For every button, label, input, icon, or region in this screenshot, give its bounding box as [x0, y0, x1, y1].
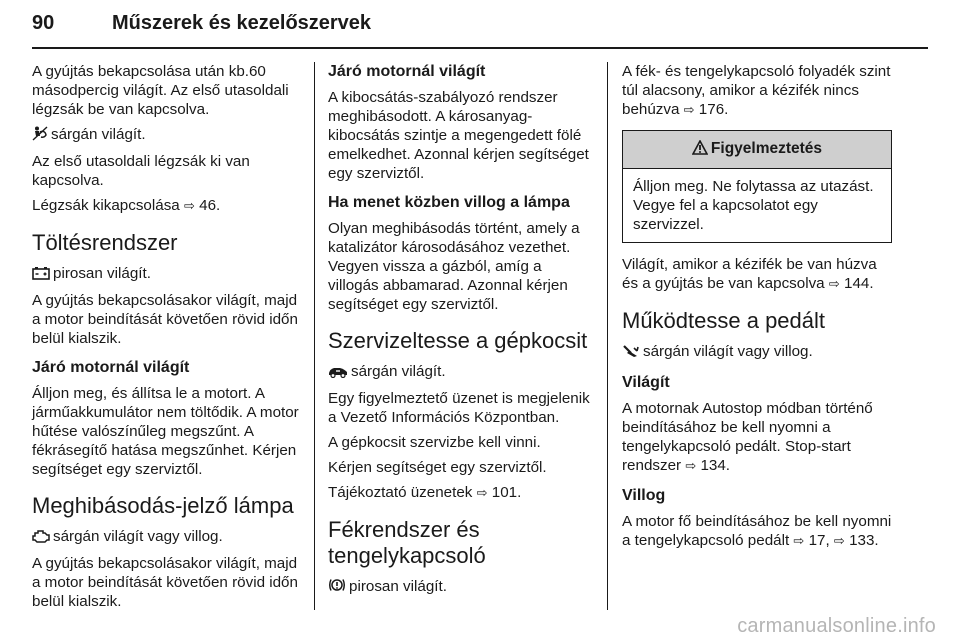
page-title: Műszerek és kezelőszervek — [112, 12, 372, 34]
page-reference-arrow: ⇨ — [828, 277, 840, 292]
service-vehicle-icon — [328, 364, 348, 383]
subsection-heading: Világít — [622, 374, 670, 391]
subsection-heading: Villog — [622, 487, 666, 504]
column-2 — [328, 62, 596, 604]
page-reference-arrow: ⇨ — [683, 103, 695, 118]
watermark: carmanualsonline.info — [737, 615, 936, 637]
paragraph: A motornak Autostop módban történő beindításához be kell nyomni a tengelykapcsoló pedált. Stop-start rendszer ⇨ 134. — [622, 400, 873, 474]
paragraph: Kérjen segítséget egy szerviztől. — [328, 459, 547, 476]
paragraph: A gépkocsit szervizbe kell vinni. — [328, 434, 541, 451]
paragraph: sárgán világít. — [328, 362, 596, 383]
warning-header — [623, 131, 891, 169]
page-header — [32, 6, 928, 46]
warning-title: Figyelmeztetés — [710, 140, 823, 157]
column-divider — [314, 62, 315, 610]
paragraph: Egy figyelmeztető üzenet is megjelenik a Vezető Információs Központban. — [328, 390, 590, 426]
page-reference[interactable]: 101. — [491, 484, 522, 501]
subsection-heading: Ha menet közben villog a lámpa — [328, 194, 570, 211]
warning-box — [622, 130, 892, 243]
paragraph: Az első utasoldali légzsák ki van kapcsolva. — [32, 153, 250, 189]
paragraph: A kibocsátás-szabályozó rendszer meghibásodott. A károsanyag-kibocsátás szintje a megengedett fölé emelkedhet. Azonnal kérjen segítséget egy szerviztől. — [328, 89, 589, 182]
page-reference-arrow: ⇨ — [685, 459, 697, 474]
page-reference-arrow: ⇨ — [476, 486, 488, 501]
page-reference[interactable]: 17, — [808, 532, 830, 549]
subsection-heading: Járó motornál világít — [328, 63, 486, 80]
page-reference[interactable]: 144. — [844, 275, 874, 292]
engine-check-icon — [32, 529, 50, 548]
paragraph: A gyújtás bekapcsolásakor világít, majd a motor beindítását követően rövid időn belül kialszik. — [32, 292, 298, 347]
header-divider — [32, 47, 928, 49]
paragraph: A fék- és tengelykapcsoló folyadék szint túl alacsony, amikor a kézifék nincs behúzva ⇨ 176. — [622, 63, 891, 118]
paragraph: A motor fő beindításához be kell nyomni a tengelykapcsoló pedált ⇨ 17, ⇨ 133. — [622, 513, 892, 549]
paragraph: A gyújtás bekapcsolásakor világít, majd a motor beindítását követően rövid időn belül kialszik. — [32, 555, 298, 610]
subsection-heading: Járó motornál világít — [32, 359, 190, 376]
airbag-off-icon — [32, 126, 48, 146]
paragraph: Álljon meg, és állítsa le a motort. A járműakkumulátor nem töltődik. A motor hűtése valószínűleg megszűnt. A fékrásegítő hatása megszűnhet. Kérjen segítséget egy szerviztől. — [32, 385, 299, 478]
paragraph: A gyújtás bekapcsolása után kb.60 másodpercig világít. Az első utasoldali légzsák be van kapcsolva. — [32, 63, 289, 118]
page-reference[interactable]: 46. — [199, 197, 221, 214]
section-heading: Szervizeltesse a gépkocsit — [328, 328, 588, 353]
brake-icon — [328, 577, 346, 598]
paragraph: Világít, amikor a kézifék be van húzva és a gyújtás be van kapcsolva ⇨ 144. — [622, 256, 877, 292]
warning-triangle-icon — [692, 140, 708, 160]
page-reference-arrow: ⇨ — [183, 199, 195, 214]
column-3 — [622, 62, 892, 557]
clutch-pedal-icon — [622, 344, 640, 363]
section-heading: Töltésrendszer — [32, 230, 178, 255]
section-heading: Fékrendszer és tengelykapcsoló — [328, 517, 486, 568]
paragraph: Tájékoztató üzenetek ⇨ 101. — [328, 484, 522, 501]
column-1 — [32, 62, 302, 617]
page-number: 90 — [32, 12, 55, 34]
paragraph: Légzsák kikapcsolása ⇨ 46. — [32, 197, 221, 214]
section-heading: Működtesse a pedált — [622, 308, 826, 333]
page-reference-arrow: ⇨ — [793, 534, 805, 549]
page-reference[interactable]: 133. — [849, 532, 879, 549]
section-heading: Meghibásodás-jelző lámpa — [32, 493, 294, 518]
paragraph: pirosan világít. — [328, 577, 596, 598]
battery-icon — [32, 266, 50, 285]
paragraph: pirosan világít. — [32, 264, 302, 285]
column-divider — [607, 62, 608, 610]
warning-text: Álljon meg. Ne folytassa az utazást. Vegye fel a kapcsolatot egy szervizzel. — [633, 178, 874, 233]
paragraph: sárgán világít vagy villog. — [32, 527, 302, 548]
page-reference-arrow: ⇨ — [833, 534, 845, 549]
page-reference[interactable]: 176. — [698, 101, 729, 118]
page-reference[interactable]: 134. — [700, 457, 731, 474]
paragraph: sárgán világít vagy villog. — [622, 342, 892, 363]
paragraph: sárgán világít. — [32, 125, 302, 146]
warning-body — [623, 169, 891, 242]
paragraph: Olyan meghibásodás történt, amely a katalizátor károsodásához vezethet. Vegyen vissza a gázból, amíg a villogás abbamarad. Azonnal kérjen segítséget egy szerviztől. — [328, 220, 580, 313]
